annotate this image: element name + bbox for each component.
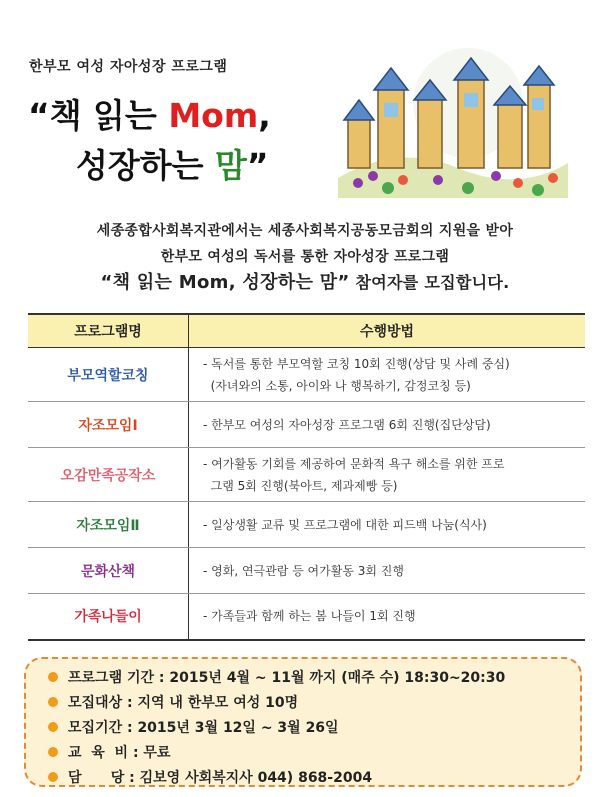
title-text: ” [246,146,269,185]
program-description [189,348,586,402]
bullet-icon [48,747,58,757]
info-text: 모집기간 : 2015년 3월 12일 ~ 3월 26일 [68,720,339,736]
program-description [189,402,586,448]
program-name: 자조모임Ⅰ [28,402,189,448]
info-item [48,692,298,712]
program-name: 자조모임Ⅱ [28,502,189,548]
info-item [48,667,505,687]
description-line: - 일상생활 교류 및 프로그램에 대한 피드백 나눔(식사) [203,517,487,532]
table-row [28,502,585,548]
description-line: - 영화, 연극관람 등 여가활동 3회 진행 [203,563,404,578]
program-description [189,548,586,594]
info-text: 교 육 비 : 무료 [68,745,171,761]
title-line-1 [28,90,271,137]
info-item [48,717,339,737]
info-text: 담 당 : 김보영 사회복지사 044) 868-2004 [68,770,373,786]
program-table [28,313,585,641]
intro-text [0,218,610,296]
table-header-row [28,314,585,348]
program-name: 문화산책 [28,548,189,594]
column-header: 수행방법 [189,314,586,348]
bullet-icon [48,772,58,782]
description-line: 그램 5회 진행(북아트, 제과제빵 등) [203,478,398,493]
intro-line-3 [0,270,610,296]
description-line: - 한부모 여성의 자아성장 프로그램 6회 진행(집단상담) [203,417,491,432]
houses-and-flowers-illustration [318,48,580,208]
description-line: (자녀와의 소통, 아이와 나 행복하기, 감정코칭 등) [203,378,471,393]
column-header: 프로그램명 [28,314,189,348]
program-name: 오감만족공작소 [28,448,189,502]
title-accent-mom: Mom [168,96,259,135]
program-name: 부모역할코칭 [28,348,189,402]
title-line-2 [76,140,269,187]
table-row [28,594,585,640]
intro-rest: 참여자를 모집합니다. [349,273,510,292]
title-text: 성장하는 [76,146,216,185]
description-line: - 독서를 통한 부모역할 코칭 10회 진행(상담 및 사례 중심) [203,356,510,371]
program-name: 가족나들이 [28,594,189,640]
subtitle: 한부모 여성 자아성장 프로그램 [29,59,228,75]
program-description [189,502,586,548]
bullet-icon [48,672,58,682]
program-description [189,448,586,502]
table-row [28,348,585,402]
intro-line-1: 세종종합사회복지관에서는 세종사회복지공동모금회의 지원을 받아 [96,223,514,239]
title-text: , [258,96,271,135]
program-description [189,594,586,640]
info-text: 모집대상 : 지역 내 한부모 여성 10명 [68,695,299,711]
table-row [28,402,585,448]
table-row [28,448,585,502]
info-box [24,657,582,787]
bullet-icon [48,722,58,732]
intro-line-2: 한부모 여성의 독서를 통한 자아성장 프로그램 [160,249,450,265]
table-row [28,548,585,594]
description-line: - 여가활동 기회를 제공하여 문화적 욕구 해소를 위한 프로 [203,456,505,471]
info-item [48,767,372,787]
intro-quote: “책 읽는 Mom, 성장하는 맘” [100,272,350,293]
info-text: 프로그램 기간 : 2015년 4월 ~ 11월 까지 (매주 수) 18:30~20:30 [68,670,506,686]
info-item [48,742,170,762]
title-accent-mam: 맘 [215,146,247,185]
bullet-icon [48,697,58,707]
description-line: - 가족들과 함께 하는 봄 나들이 1회 진행 [203,609,416,624]
title-text: “책 읽는 [28,96,169,135]
